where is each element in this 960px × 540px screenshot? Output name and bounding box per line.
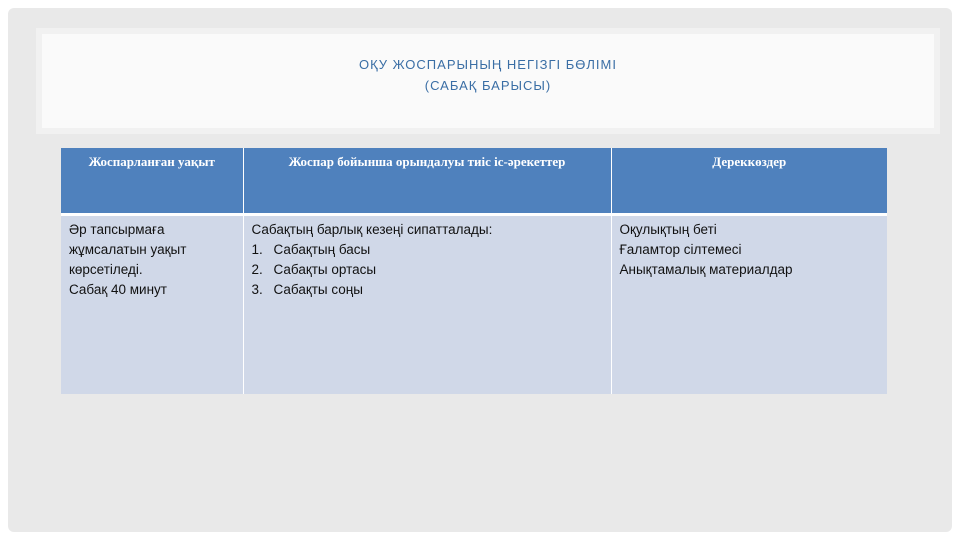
list-item [252, 260, 603, 280]
title-box [36, 28, 940, 134]
cell-text: Оқулықтың беті [619, 221, 717, 237]
cell-text: көрсетіледі. [69, 261, 143, 277]
list-text: Сабақтың басы [273, 241, 371, 257]
lesson-plan-table [61, 148, 887, 394]
cell-text: Сабақ 40 минут [69, 281, 167, 297]
table-header-row [61, 148, 887, 214]
header-planned-time: Жоспарланған уақыт [61, 148, 243, 214]
cell-text: Ғаламтор сілтемесі [619, 241, 742, 257]
cell-text: Анықтамалық материалдар [619, 261, 793, 277]
cell-sources [611, 214, 887, 394]
cell-text: жұмсалатын уақыт [69, 241, 187, 257]
list-text: Сабақты соңы [273, 281, 363, 297]
cell-text: Әр тапсырмаға [69, 221, 165, 237]
cell-text: Сабақтың барлық кезеңі сипатталады: [251, 221, 493, 237]
list-item [252, 280, 603, 300]
list-text: Сабақты ортасы [273, 261, 377, 277]
title-line-2: (САБАҚ БАРЫСЫ) [424, 78, 552, 93]
title-line-1: ОҚУ ЖОСПАРЫНЫҢ НЕГІЗГІ БӨЛІМІ [359, 57, 617, 72]
slide-title [42, 54, 934, 96]
table-row [61, 214, 887, 394]
list-item [252, 240, 603, 260]
list-number: 1. [251, 241, 263, 257]
header-sources: Дереккөздер [611, 148, 887, 214]
header-activities: Жоспар бойынша орындалуы тиіс іс-әрекеттер [243, 148, 611, 214]
cell-time [61, 214, 243, 394]
list-number: 2. [251, 261, 263, 277]
list-number: 3. [251, 281, 263, 297]
cell-activities [243, 214, 611, 394]
